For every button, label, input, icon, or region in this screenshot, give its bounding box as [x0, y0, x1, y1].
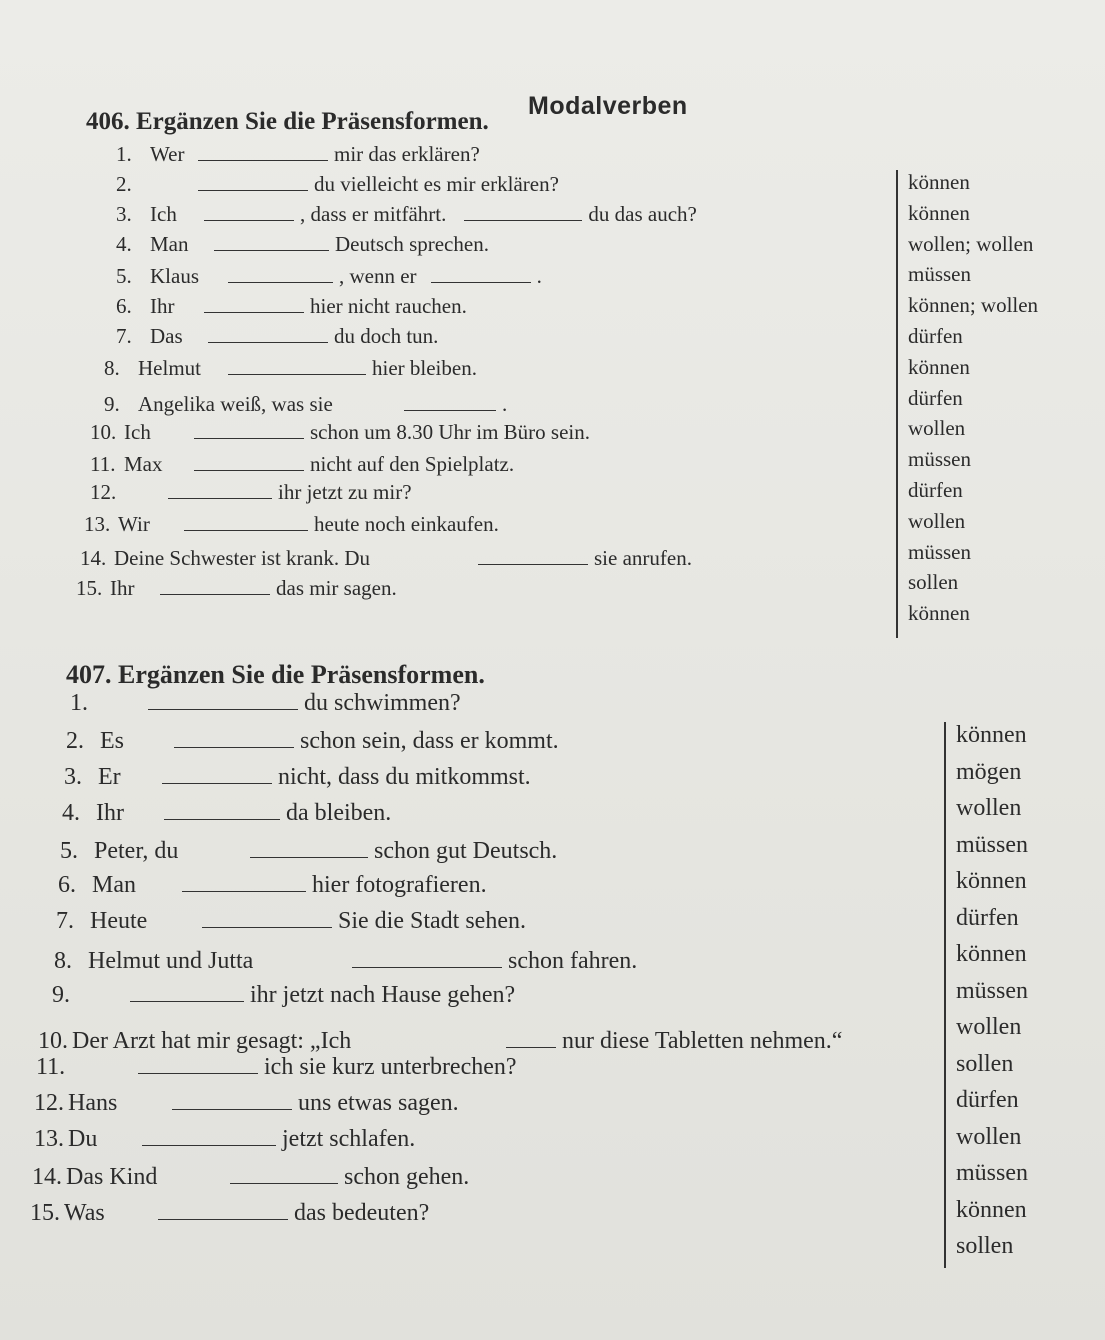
exercise-text-after: heute noch einkaufen. [314, 512, 499, 536]
answer-blank[interactable] [130, 1001, 244, 1002]
answer-blank[interactable] [478, 564, 588, 565]
verb-hint: können [908, 170, 970, 194]
exercise-text-after: nicht, dass du mitkommst. [278, 764, 531, 790]
answer-blank[interactable] [172, 1109, 292, 1110]
exercise-text-before: Deine Schwester ist krank. Du [114, 546, 371, 570]
exercise-text-after: Deutsch sprechen. [335, 232, 489, 256]
page-title: Modalverben [528, 92, 688, 120]
exercise-item [104, 356, 477, 381]
verb-hint: sollen [956, 1050, 1014, 1077]
verb-hint: können [908, 601, 970, 626]
exercise-text-after: hier bleiben. [372, 356, 477, 380]
exercise-item [116, 232, 489, 257]
answer-blank[interactable] [208, 342, 328, 343]
answer-blank[interactable] [214, 250, 329, 251]
verb-hint: müssen [956, 831, 1028, 858]
answer-blank[interactable] [198, 190, 308, 191]
exercise-number: 7. [56, 908, 74, 934]
verb-hint: wollen [908, 508, 966, 533]
answer-blank[interactable] [194, 438, 304, 439]
exercise-text-before: Ihr [150, 294, 175, 318]
exercise-text-after: ich sie kurz unterbrechen? [264, 1054, 517, 1080]
exercise-number: 3. [116, 202, 132, 226]
exercise-number: 14. [32, 1164, 62, 1190]
verb-hint: können [956, 941, 1027, 967]
exercise-item [52, 982, 515, 1009]
exercise-text-before: Angelika weiß, was sie [138, 392, 333, 416]
exercise-number: 6. [58, 872, 76, 898]
exercise-number: 8. [104, 356, 120, 380]
exercise-text-after: Sie die Stadt sehen. [338, 908, 526, 934]
exercise-number: 2. [66, 728, 84, 754]
exercise-text-before: Heute [90, 908, 148, 934]
exercise-item [90, 420, 590, 445]
exercise-number: 6. [116, 294, 132, 318]
exercise-number: 2. [116, 172, 132, 196]
exercise-text-after: ihr jetzt zu mir? [278, 480, 412, 504]
exercise-item [76, 576, 397, 601]
exercise-text-before: Er [98, 764, 121, 790]
exercise-number: 12. [34, 1090, 64, 1116]
answer-blank[interactable] [250, 857, 368, 858]
exercise-item [36, 1054, 517, 1081]
exercise-text-before: Das Kind [66, 1164, 158, 1190]
section-407-verb-list [944, 722, 1086, 1268]
exercise-text-before: Man [92, 872, 136, 898]
exercise-text-after: schon um 8.30 Uhr im Büro sein. [310, 420, 590, 444]
exercise-text-after: sie anrufen. [594, 546, 692, 570]
exercise-text-after: . [502, 392, 508, 416]
verb-hint: wollen [956, 1123, 1022, 1150]
exercise-number: 10. [38, 1028, 68, 1054]
exercise-number: 12. [90, 480, 117, 504]
exercise-text-after: nicht auf den Spielplatz. [310, 452, 515, 476]
exercise-text-after: schon sein, dass er kommt. [300, 728, 559, 754]
exercise-number: 9. [104, 392, 120, 416]
exercise-item [90, 452, 514, 477]
exercise-text-before: Der Arzt hat mir gesagt: „Ich [72, 1028, 352, 1054]
answer-blank[interactable] [204, 312, 304, 313]
exercise-item [56, 908, 526, 935]
answer-blank[interactable] [148, 709, 298, 710]
exercise-text-after: schon gut Deutsch. [374, 838, 558, 864]
exercise-number: 9. [52, 982, 70, 1008]
answer-blank[interactable] [194, 470, 304, 471]
exercise-item [34, 1126, 415, 1153]
exercise-item [60, 838, 557, 865]
exercise-text-before: Ich [124, 420, 151, 444]
answer-blank[interactable] [352, 967, 502, 968]
answer-blank[interactable] [202, 927, 332, 928]
exercise-text-after: , dass er mitfährt. [300, 202, 447, 226]
exercise-item [116, 294, 467, 319]
exercise-number: 11. [36, 1054, 66, 1080]
answer-blank[interactable] [228, 282, 333, 283]
answer-blank[interactable] [162, 783, 272, 784]
verb-hint: können [908, 200, 970, 225]
verb-hint: können [908, 354, 970, 379]
exercise-item [30, 1200, 429, 1227]
exercise-text-before: Hans [68, 1090, 118, 1116]
exercise-text-before: Man [150, 232, 189, 256]
verb-hint: müssen [908, 262, 971, 287]
exercise-item [38, 1028, 842, 1055]
exercise-number: 13. [84, 512, 111, 536]
exercise-text-after: du vielleicht es mir erklären? [314, 172, 559, 196]
exercise-item [62, 800, 391, 827]
exercise-text-before: Ihr [96, 800, 124, 826]
verb-hint: dürfen [908, 385, 963, 410]
answer-blank[interactable] [230, 1183, 338, 1184]
exercise-item [70, 690, 461, 717]
exercise-text-before: Max [124, 452, 163, 476]
answer-blank[interactable] [204, 220, 294, 221]
verb-hint: müssen [908, 447, 971, 472]
answer-blank[interactable] [160, 594, 270, 595]
exercise-text-after-second: . [536, 264, 542, 288]
exercise-item [116, 324, 438, 349]
exercise-text-after: , wenn er [339, 264, 417, 288]
verb-hint: wollen [956, 1014, 1022, 1040]
verb-hint: können [956, 1196, 1027, 1223]
exercise-item [116, 264, 542, 289]
exercise-number: 8. [54, 948, 72, 974]
exercise-item [64, 764, 531, 791]
verb-hint: wollen [956, 795, 1022, 821]
answer-blank[interactable] [142, 1145, 276, 1146]
exercise-number: 1. [70, 690, 88, 716]
verb-hint: dürfen [908, 478, 963, 502]
verb-hint: müssen [908, 539, 971, 564]
answer-blank[interactable] [168, 498, 272, 499]
exercise-item [54, 948, 637, 975]
exercise-item [84, 512, 499, 537]
section-407-heading: 407. Ergänzen Sie die Präsensformen. [66, 660, 485, 689]
exercise-text-before: Wir [118, 512, 150, 536]
exercise-number: 5. [60, 838, 78, 864]
exercise-number: 5. [116, 264, 132, 288]
exercise-text-after: schon gehen. [344, 1164, 470, 1190]
verb-hint: können; wollen [908, 293, 1039, 318]
answer-blank[interactable] [182, 891, 306, 892]
exercise-text-before: Ihr [110, 576, 135, 600]
verb-hint: können [956, 868, 1027, 894]
exercise-text-after: hier fotografieren. [312, 872, 487, 898]
answer-blank[interactable] [158, 1219, 288, 1220]
answer-blank[interactable] [184, 530, 308, 531]
verb-hint: sollen [956, 1233, 1014, 1259]
verb-hint: sollen [908, 570, 959, 595]
exercise-item [80, 546, 692, 571]
exercise-item [104, 392, 507, 417]
exercise-number: 13. [34, 1126, 64, 1152]
answer-blank[interactable] [506, 1047, 556, 1048]
exercise-item [116, 172, 559, 197]
answer-blank[interactable] [138, 1073, 258, 1074]
exercise-text-after: jetzt schlafen. [282, 1126, 416, 1152]
answer-blank-second[interactable] [431, 282, 531, 283]
exercise-text-after: du schwimmen? [304, 690, 461, 716]
exercise-item [90, 480, 412, 505]
answer-blank[interactable] [174, 747, 294, 748]
verb-hint: dürfen [956, 1087, 1019, 1113]
exercise-text-before: Klaus [150, 264, 199, 288]
exercise-text-before: Helmut [138, 356, 201, 380]
exercise-text-before: Ich [150, 202, 177, 226]
exercise-text-after: das mir sagen. [276, 576, 397, 600]
exercise-item [116, 202, 697, 227]
exercise-text-before: Das [150, 324, 183, 348]
exercise-text-before: Du [68, 1126, 98, 1152]
answer-blank[interactable] [164, 819, 280, 820]
exercise-number: 4. [62, 800, 80, 826]
exercise-item [34, 1090, 459, 1117]
exercise-text-after: nur diese Tabletten nehmen.“ [562, 1028, 843, 1054]
verb-hint: dürfen [956, 904, 1019, 931]
exercise-text-before: Wer [150, 142, 185, 166]
answer-blank[interactable] [198, 160, 328, 161]
verb-hint: können [956, 722, 1027, 748]
answer-blank-second[interactable] [464, 220, 582, 221]
exercise-text-after: uns etwas sagen. [298, 1090, 459, 1116]
exercise-number: 3. [64, 764, 82, 790]
exercise-number: 10. [90, 420, 117, 444]
section-406-verb-list [896, 170, 1088, 638]
exercise-number: 7. [116, 324, 132, 348]
exercise-number: 15. [30, 1200, 60, 1226]
verb-hint: müssen [956, 977, 1028, 1004]
exercise-number: 15. [76, 576, 103, 600]
exercise-item [58, 872, 487, 899]
exercise-text-after: schon fahren. [508, 948, 638, 974]
exercise-text-before: Es [100, 728, 124, 754]
exercise-text-after: mir das erklären? [334, 142, 480, 166]
verb-hint: mögen [956, 758, 1022, 785]
exercise-number: 4. [116, 232, 132, 256]
verb-hint: müssen [956, 1160, 1028, 1186]
exercise-item [66, 728, 559, 755]
exercise-text-after: hier nicht rauchen. [310, 294, 467, 318]
verb-hint: dürfen [908, 324, 963, 348]
exercise-text-before: Helmut und Jutta [88, 948, 254, 974]
exercise-number: 1. [116, 142, 132, 166]
exercise-text-after: du doch tun. [334, 324, 439, 348]
exercise-text-after: da bleiben. [286, 800, 392, 826]
section-406-heading: 406. Ergänzen Sie die Präsensformen. [86, 108, 489, 135]
exercise-text-before: Was [64, 1200, 105, 1226]
exercise-item [116, 142, 480, 167]
exercise-text-before: Peter, du [94, 838, 179, 864]
verb-hint: wollen [908, 416, 966, 441]
exercise-item [32, 1164, 469, 1191]
exercise-number: 11. [90, 452, 116, 476]
exercise-text-after: das bedeuten? [294, 1200, 430, 1226]
exercise-number: 14. [80, 546, 107, 570]
exercise-text-after-second: du das auch? [588, 202, 697, 226]
exercise-text-after: ihr jetzt nach Hause gehen? [250, 982, 516, 1008]
answer-blank[interactable] [228, 374, 366, 375]
verb-hint: wollen; wollen [908, 231, 1034, 256]
answer-blank[interactable] [404, 410, 496, 411]
